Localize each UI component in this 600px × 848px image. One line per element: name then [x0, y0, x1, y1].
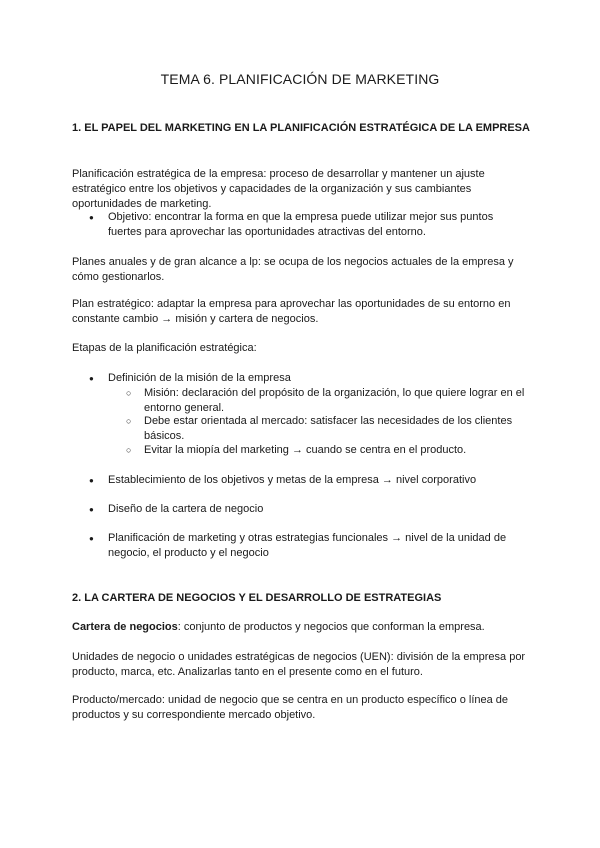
- sub-bullet-icon: ○: [126, 388, 132, 398]
- cartera-definition: : conjunto de productos y negocios que conforman la empresa.: [177, 621, 485, 633]
- section-1-paragraph-4: Etapas de la planificación estratégica:: [72, 342, 257, 354]
- stage-sub-item: Misión: declaración del propósito de la organización, lo que quiere lograr en el entorno general.: [144, 387, 525, 414]
- objective-bullet: Objetivo: encontrar la forma en que la empresa puede utilizar mejor sus puntos fuertes para aprovechar las oportunidades atractivas del entorno.: [108, 211, 494, 238]
- page-title: TEMA 6. PLANIFICACIÓN DE MARKETING: [160, 71, 440, 87]
- section-2-paragraph-2: Unidades de negocio o unidades estratégicas de negocios (UEN): división de la empresa por producto, marca, etc. Analizarlas tanto en el presente como en el futuro.: [72, 651, 526, 678]
- stage-sub-item: Evitar la miopía del marketing → cuando se centra en el producto.: [144, 444, 467, 456]
- bullet-icon: ●: [89, 213, 94, 222]
- sub-bullet-icon: ○: [126, 445, 132, 455]
- bullet-icon: ●: [89, 476, 94, 485]
- section-2-paragraph-1: [72, 620, 532, 635]
- bullet-icon: ●: [89, 374, 94, 383]
- section-1-paragraph-3: Plan estratégico: adaptar la empresa para aprovechar las oportunidades de su entorno en constante cambio → misión y cartera de negocios.: [72, 298, 511, 325]
- cartera-term: Cartera de negocios: [72, 621, 178, 633]
- section-2-paragraph-3: Producto/mercado: unidad de negocio que se centra en un producto específico o línea de productos y su correspondiente mercado objetivo.: [72, 694, 509, 721]
- stage-sub-item: Debe estar orientada al mercado: satisfacer las necesidades de los clientes básicos.: [144, 415, 513, 442]
- section-1-paragraph-1: Planificación estratégica de la empresa: proceso de desarrollar y mantener un ajuste estratégico entre los objetivos y capacidades de la organización y sus cambiantes oportunidades de marketing.: [72, 168, 485, 210]
- section-1-heading: 1. EL PAPEL DEL MARKETING EN LA PLANIFICACIÓN ESTRATÉGICA DE LA EMPRESA: [72, 122, 530, 134]
- stage-item: Planificación de marketing y otras estrategias funcionales → nivel de la unidad de negocio, el producto y el negocio: [108, 532, 507, 559]
- section-2-heading: 2. LA CARTERA DE NEGOCIOS Y EL DESARROLLO DE ESTRATEGIAS: [72, 592, 442, 604]
- stage-item: Definición de la misión de la empresa: [108, 372, 291, 384]
- sub-bullet-icon: ○: [126, 416, 132, 426]
- bullet-icon: ●: [89, 505, 94, 514]
- stage-item: Establecimiento de los objetivos y metas de la empresa → nivel corporativo: [108, 474, 477, 486]
- section-1-paragraph-2: Planes anuales y de gran alcance a lp: se ocupa de los negocios actuales de la empresa y cómo gestionarlos.: [72, 256, 514, 283]
- bullet-icon: ●: [89, 534, 94, 543]
- stage-item: Diseño de la cartera de negocio: [108, 503, 264, 515]
